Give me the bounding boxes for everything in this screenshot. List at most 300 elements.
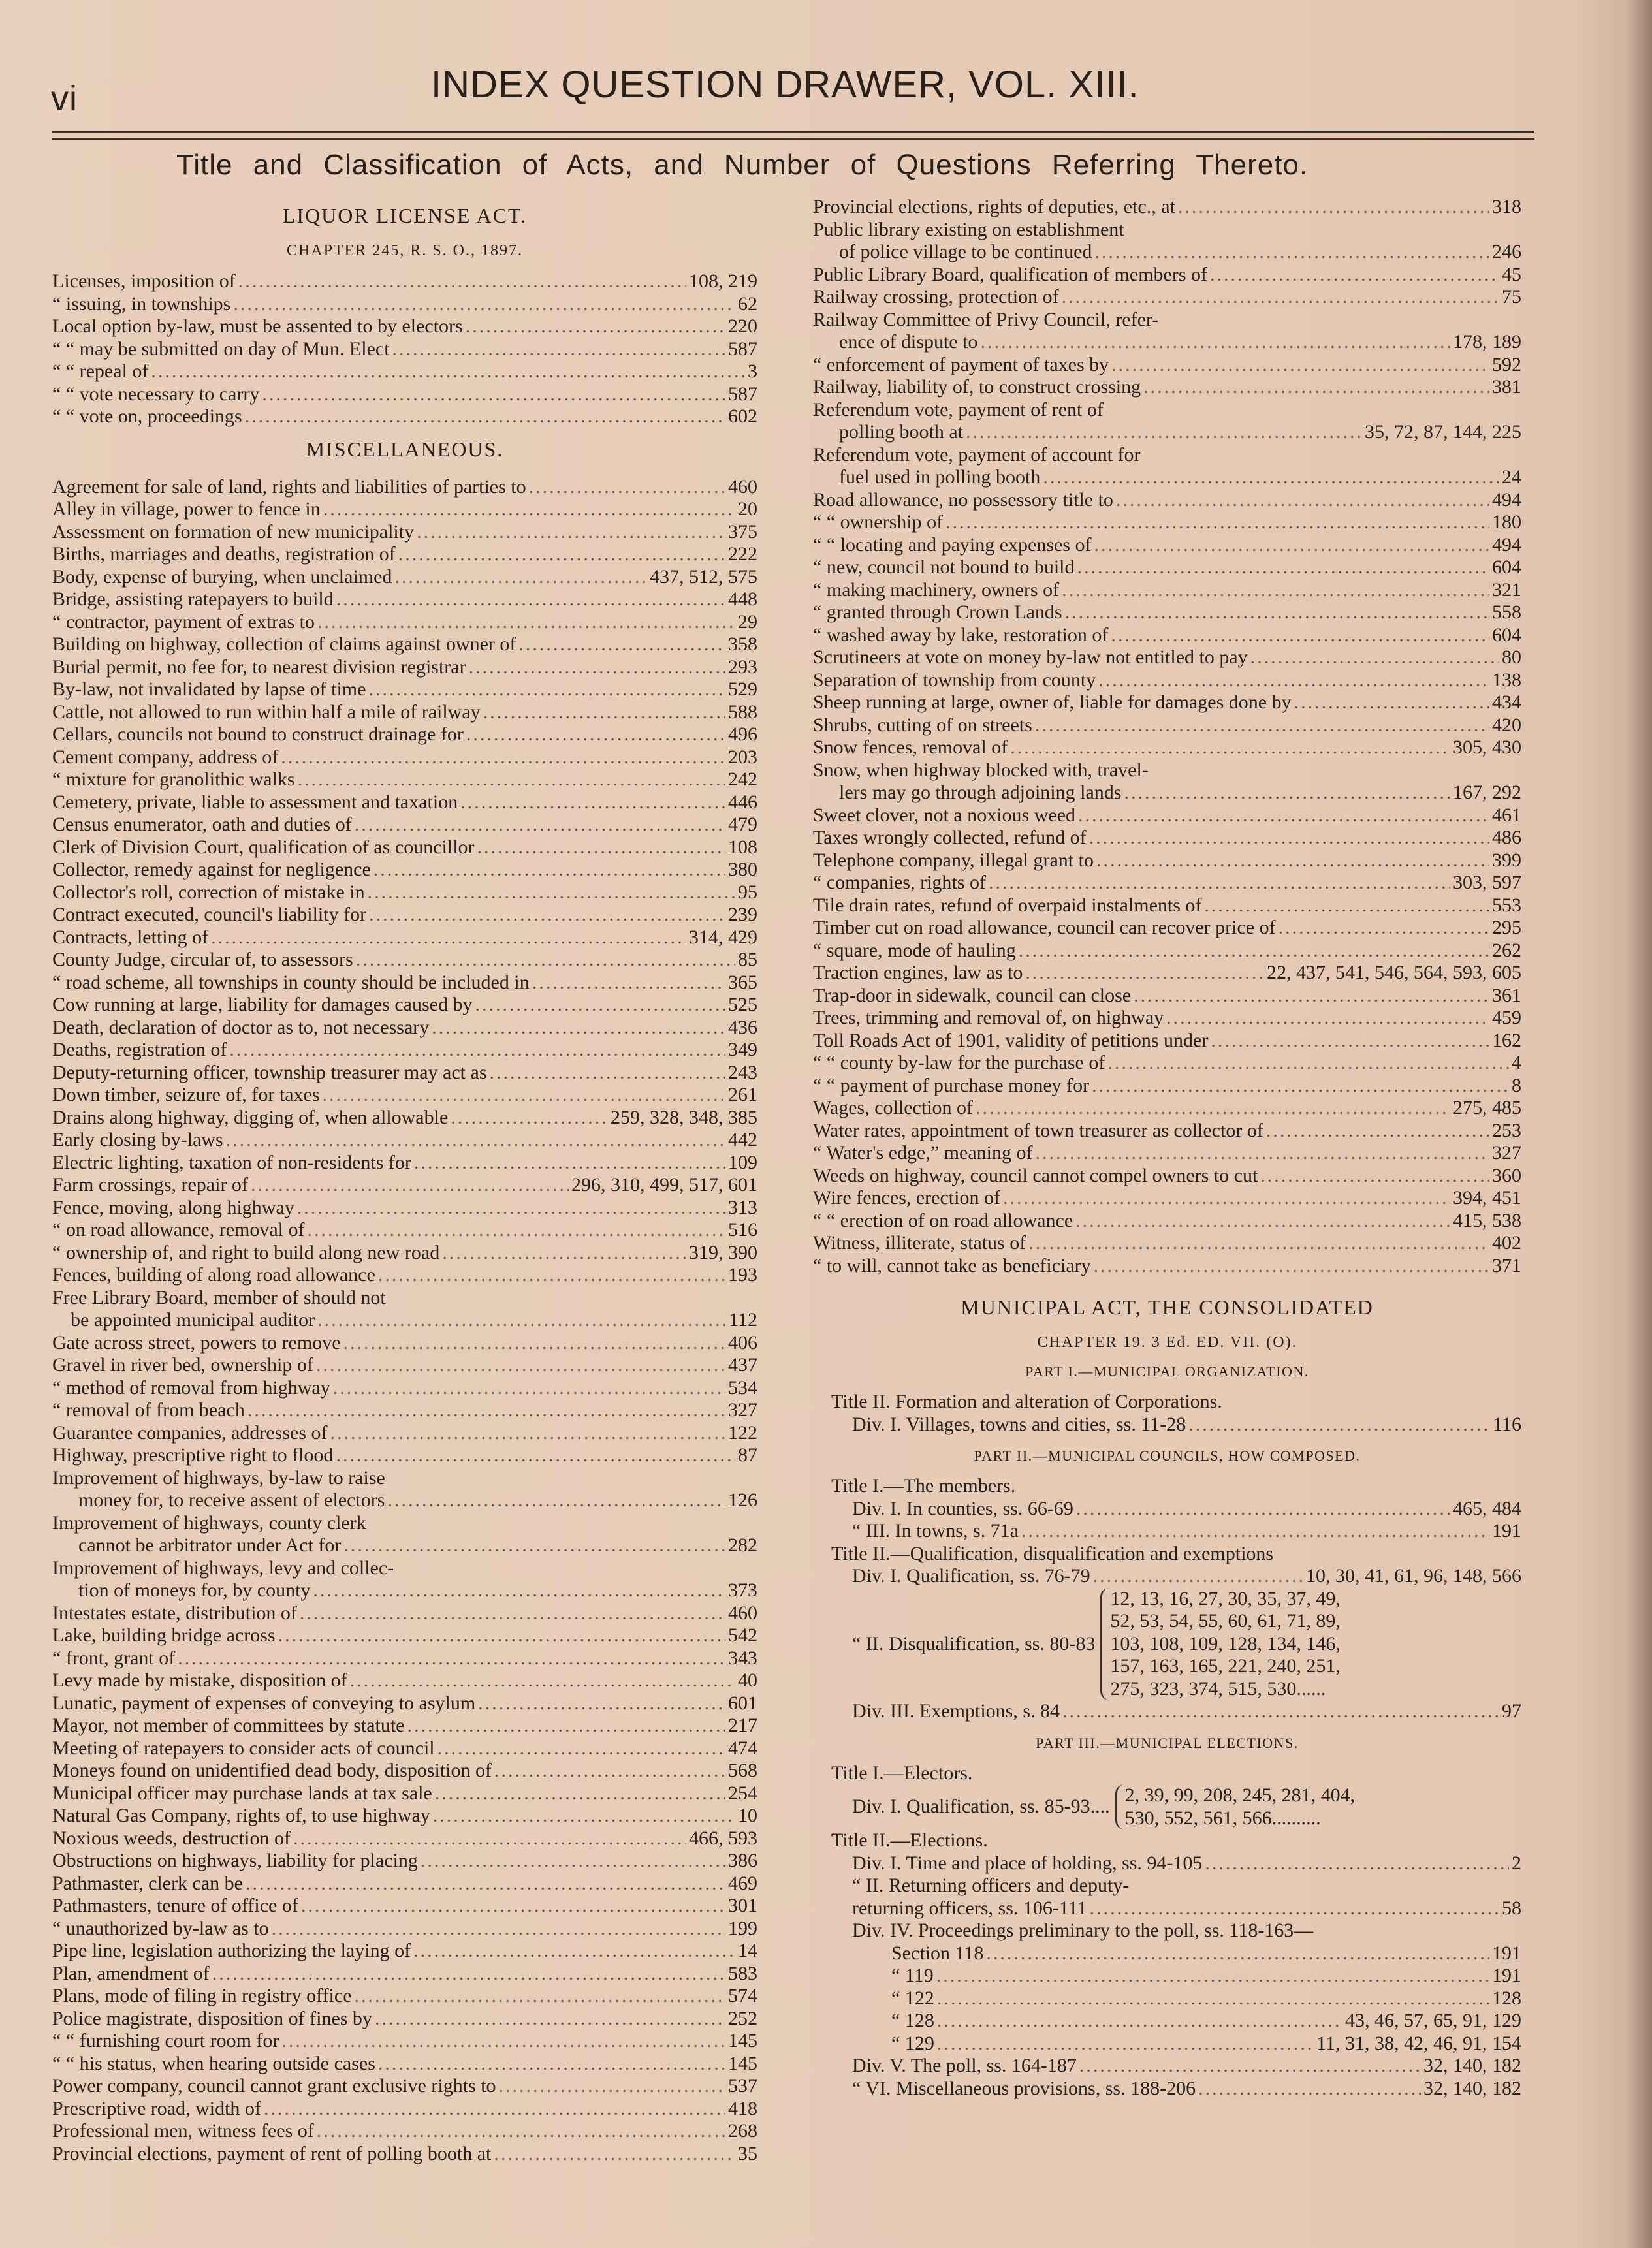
entry-page-refs: 14: [738, 1940, 757, 1961]
index-entry: [813, 196, 1521, 219]
entry-title: Lunatic, payment of expenses of conveying to asylum: [52, 1692, 476, 1714]
entry-page-refs: 138: [1492, 669, 1521, 691]
index-entry: [52, 293, 757, 316]
disqualification-pages: [1100, 1588, 1341, 1701]
index-entry: [813, 691, 1521, 714]
index-entry: [813, 354, 1521, 377]
index-entry: [52, 1264, 757, 1287]
index-entry: [52, 1985, 757, 2008]
entry-page-refs: 446: [728, 791, 757, 813]
entry-title: Down timber, seizure of, for taxes: [52, 1084, 320, 1105]
entry-page-refs: 87: [738, 1444, 757, 1466]
index-entry: [52, 1399, 757, 1422]
entry-title: “ 122: [891, 1987, 934, 2009]
entry-page-refs: 178, 189: [1453, 331, 1521, 353]
index-entry: [52, 1805, 757, 1828]
leader-dots: [477, 836, 725, 859]
leader-dots: [278, 1624, 725, 1647]
index-entry: Referendum vote, payment of rent of: [813, 398, 1104, 420]
entry-page-refs: 75: [1502, 286, 1521, 308]
entry-page-refs: 321: [1492, 578, 1521, 601]
section-title: Title and Classification of Acts, and Number of Questions Referring Thereto.: [176, 149, 1309, 181]
index-entry: [52, 1624, 757, 1647]
entry-page-refs: 222: [728, 543, 757, 565]
index-entry: [813, 1852, 1521, 1875]
part-3-heading: PART III.—MUNICIPAL ELECTIONS.: [1036, 1734, 1299, 1751]
entry-page-refs: 246: [1492, 241, 1521, 262]
entry-page-refs: 448: [728, 588, 757, 610]
leader-dots: [1116, 489, 1489, 512]
index-entry: [52, 881, 757, 904]
entry-title: “ ownership of, and right to build along new road: [52, 1241, 440, 1263]
leader-dots: [151, 360, 745, 383]
index-entry: [52, 1017, 757, 1039]
entry-page-refs: 32, 140, 182: [1423, 2077, 1521, 2099]
index-entry: [52, 1084, 757, 1107]
index-entry: [52, 1963, 757, 1986]
entry-title: “ road scheme, all townships in county should be included in: [52, 971, 530, 993]
entry-page-refs: 24: [1502, 466, 1521, 488]
leader-dots: [1077, 556, 1490, 579]
entry-page-refs: 459: [1492, 1007, 1521, 1028]
entry-page-refs: 282: [728, 1534, 757, 1556]
index-entry: [813, 917, 1521, 940]
entry-title: Electric lighting, taxation of non-residents for: [52, 1151, 411, 1173]
entry-page-refs: 583: [728, 1962, 757, 1984]
entry-page-refs: 58: [1502, 1897, 1521, 1919]
leader-dots: [298, 768, 725, 791]
index-entry: [813, 1498, 1521, 1521]
entry-page-refs: 418: [728, 2097, 757, 2119]
entry-title: Guarantee companies, addresses of: [52, 1421, 328, 1444]
entry-page-refs: 542: [728, 1624, 757, 1646]
entry-page-refs: 296, 310, 499, 517, 601: [571, 1174, 757, 1195]
entry-page-refs: 32, 140, 182: [1423, 2055, 1521, 2076]
index-entry: [52, 2120, 757, 2143]
leader-dots: [1075, 1210, 1450, 1233]
index-entry: [52, 1039, 757, 1062]
right-column: [813, 196, 1521, 2100]
leader-dots: [1294, 691, 1489, 714]
entry-title: “ “ county by-law for the purchase of: [813, 1052, 1105, 1073]
entry-title: Contracts, letting of: [52, 926, 209, 948]
index-entry: [52, 836, 757, 859]
leader-dots: [437, 1737, 725, 1760]
index-entry: [52, 543, 757, 566]
entry-page-refs: 109: [728, 1151, 757, 1173]
index-entry: [52, 1219, 757, 1242]
index-entry: Snow, when highway blocked with, travel-: [813, 759, 1149, 781]
entry-title: Weeds on highway, council cannot compel owners to cut: [813, 1164, 1258, 1186]
entry-page-refs: 20: [738, 498, 757, 520]
index-entry: [813, 2078, 1521, 2100]
liquor-entries: [52, 270, 757, 428]
index-entry: [52, 2053, 757, 2076]
entry-page-refs: 381: [1492, 376, 1521, 398]
index-entry: [813, 940, 1521, 962]
entry-title: Traction engines, law as to: [813, 962, 1023, 983]
leader-dots: [387, 1489, 725, 1512]
page-ref-line: 157, 163, 165, 221, 240, 251,: [1110, 1655, 1341, 1677]
entry-page-refs: 525: [728, 994, 757, 1015]
leader-dots: [1079, 2055, 1421, 2078]
index-entry: [52, 2143, 757, 2166]
index-entry: “ II. Returning officers and deputy-: [852, 1875, 1130, 1896]
entry-title: “ III. In towns, s. 71a: [852, 1520, 1019, 1542]
leader-dots: [378, 2053, 725, 2076]
entry-page-refs: 437: [728, 1354, 757, 1376]
entry-title: Cement company, address of: [52, 746, 279, 768]
index-entry: [52, 1422, 757, 1445]
entry-page-refs: 537: [728, 2075, 757, 2097]
index-entry: [813, 2078, 1521, 2100]
page-ref-line: 52, 53, 54, 55, 60, 61, 71, 89,: [1110, 1610, 1341, 1632]
entry-page-refs: 553: [1492, 894, 1521, 916]
entry-title: Trees, trimming and removal of, on highway: [813, 1007, 1164, 1028]
entry-title: Births, marriages and deaths, registration of: [52, 543, 396, 565]
entry-title: Agreement for sale of land, rights and liabilities of parties to: [52, 475, 526, 498]
leader-dots: [466, 723, 725, 746]
entry-page-refs: 602: [728, 405, 757, 427]
index-entry: [813, 1987, 1521, 2010]
entry-page-refs: 496: [728, 723, 757, 745]
leader-dots: [1028, 1232, 1489, 1255]
leader-dots: [272, 1918, 725, 1940]
entry-title: Professional men, witness fees of: [52, 2120, 314, 2142]
entry-page-refs: 4: [1512, 1052, 1521, 1073]
index-entry: [813, 466, 1521, 489]
entry-title: Witness, illiterate, status of: [813, 1232, 1026, 1254]
entry-title: returning officers, ss. 106-111: [852, 1897, 1087, 1919]
entry-title: “ granted through Crown Lands: [813, 601, 1062, 623]
leader-dots: [369, 904, 725, 926]
entry-page-refs: 3: [748, 360, 757, 382]
entry-title: County Judge, circular of, to assessors: [52, 949, 353, 970]
entry-title: Plan, amendment of: [52, 1962, 210, 1984]
index-entry: Title II. Formation and alteration of Corporations.: [831, 1391, 1222, 1412]
entry-page-refs: 361: [1492, 984, 1521, 1006]
entry-page-refs: 167, 292: [1453, 782, 1521, 803]
entry-page-refs: 474: [728, 1737, 757, 1759]
leader-dots: [945, 511, 1489, 534]
entry-title: Shrubs, cutting of on streets: [813, 714, 1032, 736]
entry-title: “ “ locating and paying expenses of: [813, 533, 1092, 556]
entry-title: Burial permit, no fee for, to nearest division registrar: [52, 656, 466, 678]
entry-page-refs: 243: [728, 1061, 757, 1083]
leader-dots: [417, 521, 725, 544]
entry-title: “ to will, cannot take as beneficiary: [813, 1254, 1091, 1276]
entry-title: Div. I. Qualification, ss. 76-79: [852, 1565, 1090, 1587]
leader-dots: [211, 926, 686, 949]
index-entry: [813, 1498, 1521, 1521]
entry-page-refs: 486: [1492, 827, 1521, 848]
entry-title: “ unauthorized by-law as to: [52, 1917, 269, 1939]
entry-page-refs: 313: [728, 1196, 757, 1218]
index-entry: [813, 1565, 1521, 1588]
entry-title: Police magistrate, disposition of fines by: [52, 2007, 372, 2029]
entry-page-refs: 568: [728, 1760, 757, 1781]
leader-dots: [398, 543, 725, 566]
leader-dots: [368, 678, 725, 701]
entry-title: “ removal of from beach: [52, 1399, 245, 1421]
index-entry: [52, 1782, 757, 1805]
index-entry: [813, 601, 1521, 624]
leader-dots: [212, 1963, 725, 1986]
leader-dots: [1198, 2078, 1421, 2100]
index-entry: [52, 2098, 757, 2121]
entry-page-refs: 254: [728, 1782, 757, 1804]
leader-dots: [394, 566, 647, 589]
entry-title: “ “ may be submitted on day of Mun. Elect: [52, 338, 390, 360]
leader-dots: [1098, 669, 1489, 692]
index-entry-cont: [813, 421, 1521, 444]
index-entry: [813, 1232, 1521, 1255]
entry-title: “ making machinery, owners of: [813, 578, 1060, 601]
entry-title: Gate across street, powers to remove: [52, 1331, 341, 1354]
entry-title: “ “ payment of purchase money for: [813, 1074, 1090, 1096]
entry-page-refs: 22, 437, 541, 546, 564, 593, 605: [1267, 962, 1521, 983]
index-entry: [52, 972, 757, 994]
entry-page-refs: 436: [728, 1016, 757, 1038]
entry-page-refs: 319, 390: [689, 1241, 757, 1263]
index-entry: [813, 736, 1521, 759]
entry-title: Early closing by-laws: [52, 1129, 223, 1150]
leader-dots: [1019, 940, 1489, 962]
index-entry: [52, 1309, 757, 1332]
qualification-pages: [1115, 1784, 1356, 1829]
index-entry: [813, 1965, 1521, 1987]
entry-page-refs: 217: [728, 1715, 757, 1736]
entry-page-refs: 62: [738, 293, 757, 315]
leader-dots: [494, 1760, 725, 1782]
leader-dots: [1210, 264, 1499, 287]
index-entry: Improvement of highways, levy and collec-: [52, 1557, 394, 1579]
entry-page-refs: 252: [728, 2007, 757, 2029]
entry-title: Div. I. Time and place of holding, ss. 94-105: [852, 1852, 1203, 1874]
index-entry: Railway Committee of Privy Council, refer-: [813, 308, 1159, 330]
entry-page-refs: 375: [728, 520, 757, 543]
entry-title: Deaths, registration of: [52, 1039, 227, 1060]
entry-title: Intestates estate, distribution of: [52, 1602, 297, 1624]
leader-dots: [1134, 985, 1489, 1007]
part-1-heading: PART I.—MUNICIPAL ORGANIZATION.: [1025, 1363, 1309, 1380]
index-entry: Improvement of highways, by-law to raise: [52, 1466, 385, 1489]
entry-title: Drains along highway, digging of, when allowable: [52, 1106, 449, 1128]
index-entry: [52, 949, 757, 972]
index-entry-cont: [52, 1489, 757, 1512]
index-entry: [52, 746, 757, 769]
entry-title: Fences, building of along road allowance: [52, 1264, 375, 1286]
index-entry: [813, 511, 1521, 534]
entry-page-refs: 259, 328, 348, 385: [611, 1106, 757, 1128]
page-number: vi: [51, 79, 78, 118]
entry-title: ence of dispute to: [839, 331, 978, 353]
entry-title: cannot be arbitrator under Act for: [78, 1534, 342, 1556]
entry-title: “ enforcement of payment of taxes by: [813, 353, 1109, 375]
entry-title: Clerk of Division Court, qualification of as councillor: [52, 836, 475, 858]
leader-dots: [407, 1715, 725, 1737]
entry-title: Timber cut on road allowance, council can recover price of: [813, 917, 1276, 938]
leader-dots: [1166, 1007, 1489, 1030]
entry-title: Highway, prescriptive right to flood: [52, 1444, 334, 1466]
entry-page-refs: 371: [1492, 1254, 1521, 1276]
index-entry: [813, 714, 1521, 737]
entry-page-refs: 461: [1492, 804, 1521, 826]
index-entry: [813, 1942, 1521, 1965]
leader-dots: [451, 1107, 608, 1130]
leader-dots: [490, 1062, 725, 1084]
misc-entries-3: [52, 1602, 757, 2166]
entry-title: Railway crossing, protection of: [813, 286, 1059, 308]
entry-title: “ “ vote on, proceedings: [52, 405, 242, 427]
leader-dots: [1107, 1052, 1509, 1075]
entry-page-refs: 399: [1492, 849, 1521, 871]
leader-dots: [1062, 579, 1489, 602]
leader-dots: [499, 2075, 725, 2098]
leader-dots: [1111, 354, 1489, 377]
leader-dots: [1094, 241, 1489, 264]
entry-page-refs: 43, 46, 57, 65, 91, 129: [1345, 2010, 1521, 2031]
index-entry: [813, 1007, 1521, 1030]
entry-page-refs: 465, 484: [1453, 1497, 1521, 1519]
leader-dots: [1211, 1030, 1489, 1053]
right-entries-c: [813, 354, 1521, 399]
entry-page-refs: 40: [738, 1670, 757, 1691]
entry-title: Cemetery, private, liable to assessment and taxation: [52, 791, 458, 813]
entry-title: Pathmasters, tenure of office of: [52, 1895, 298, 1916]
index-entry: [813, 1520, 1521, 1543]
entry-page-refs: 220: [728, 315, 757, 337]
entry-title: Deputy-returning officer, township treasurer may act as: [52, 1061, 487, 1083]
leader-dots: [532, 972, 725, 994]
entry-title: Wire fences, erection of: [813, 1187, 1000, 1209]
leader-dots: [300, 1602, 725, 1625]
entry-title: “ companies, rights of: [813, 872, 986, 893]
index-entry: Title I.—The members.: [831, 1475, 1016, 1496]
entry-page-refs: 386: [728, 1850, 757, 1871]
index-entry: Title I.—Electors.: [831, 1762, 973, 1784]
leader-dots: [466, 315, 725, 338]
entry-title: “ “ erection of on road allowance: [813, 1209, 1073, 1231]
leader-dots: [281, 746, 725, 769]
index-entry: [813, 1097, 1521, 1120]
right-entries-d: [813, 489, 1521, 759]
index-entry: [52, 926, 757, 949]
index-entry: [52, 360, 757, 383]
index-entry: Free Library Board, member of should not: [52, 1286, 386, 1308]
leader-dots: [1279, 917, 1489, 940]
entry-title: Levy made by mistake, disposition of: [52, 1670, 347, 1691]
entry-page-refs: 199: [728, 1917, 757, 1939]
index-entry: [52, 1760, 757, 1782]
entry-title: Fence, moving, along highway: [52, 1196, 294, 1218]
entry-title: “ “ vote necessary to carry: [52, 383, 260, 405]
entry-page-refs: 343: [728, 1647, 757, 1669]
entry-title: “ washed away by lake, restoration of: [813, 624, 1109, 646]
index-entry: [52, 1940, 757, 1963]
index-entry: [52, 1377, 757, 1400]
leader-dots: [1260, 1165, 1489, 1188]
index-entry: [52, 1873, 757, 1895]
index-entry: [813, 1852, 1521, 1875]
entry-title: Trap-door in sidewalk, council can close: [813, 984, 1132, 1006]
entry-title: Municipal officer may purchase lands at tax sale: [52, 1782, 432, 1804]
index-entry: [52, 588, 757, 611]
leader-dots: [1266, 1120, 1489, 1143]
entry-page-refs: 303, 597: [1453, 872, 1521, 893]
leader-dots: [356, 949, 735, 972]
index-entry: [52, 1489, 757, 1512]
leader-dots: [317, 611, 735, 634]
leader-dots: [229, 1039, 725, 1062]
index-entry: [52, 1534, 757, 1557]
leader-dots: [1124, 782, 1450, 804]
misc-entries: [52, 476, 757, 1287]
leader-dots: [375, 2008, 725, 2031]
index-entry: [813, 1700, 1521, 1723]
left-column: [52, 196, 757, 2165]
leader-dots: [432, 1017, 725, 1039]
entry-title: Death, declaration of doctor as to, not necessary: [52, 1016, 430, 1038]
entry-page-refs: 108, 219: [689, 270, 757, 292]
leader-dots: [368, 881, 735, 904]
entry-page-refs: 420: [1492, 714, 1521, 736]
index-entry-cont: [813, 1897, 1521, 1920]
municipal-heading: MUNICIPAL ACT, THE CONSOLIDATED: [961, 1295, 1374, 1319]
entry-page-refs: 534: [728, 1376, 757, 1399]
entry-page-refs: 592: [1492, 353, 1521, 375]
leader-dots: [301, 1895, 725, 1918]
entry-page-refs: 327: [728, 1399, 757, 1421]
index-entry: [52, 1152, 757, 1175]
index-entry: [813, 962, 1521, 985]
leader-dots: [343, 1534, 725, 1557]
entry-title: Building on highway, collection of claims against owner of: [52, 633, 516, 655]
entry-title: Mayor, not member of committees by statute: [52, 1715, 405, 1736]
leader-dots: [336, 1444, 735, 1467]
leader-dots: [1093, 1565, 1303, 1588]
index-entry: [52, 859, 757, 881]
entry-title: Snow fences, removal of: [813, 736, 1008, 758]
index-entry: [813, 534, 1521, 557]
index-entry: [813, 1520, 1521, 1543]
index-entry: [813, 1897, 1521, 1920]
index-entry: [52, 1692, 757, 1715]
entry-page-refs: 95: [738, 881, 757, 903]
leader-dots: [989, 872, 1450, 894]
leader-dots: [1250, 646, 1499, 669]
index-entry: [52, 338, 757, 361]
leader-dots: [529, 476, 725, 499]
entry-page-refs: 588: [728, 701, 757, 723]
entry-page-refs: 191: [1492, 1942, 1521, 1964]
leader-dots: [433, 1805, 735, 1828]
index-entry: [52, 1602, 757, 1625]
leader-dots: [1094, 1255, 1489, 1278]
entry-title: money for, to receive assent of electors: [78, 1489, 385, 1511]
entry-page-refs: 380: [728, 859, 757, 880]
index-entry: [813, 2055, 1521, 2078]
index-entry: [52, 1895, 757, 1918]
entry-title: lers may go through adjoining lands: [839, 782, 1122, 803]
entry-title: Pipe line, legislation authorizing the laying of: [52, 1940, 411, 1961]
index-entry: [813, 624, 1521, 647]
entry-page-refs: 268: [728, 2120, 757, 2142]
index-entry: [52, 1197, 757, 1220]
index-entry: [52, 1850, 757, 1873]
leader-dots: [355, 814, 725, 836]
leader-dots: [317, 2120, 725, 2143]
